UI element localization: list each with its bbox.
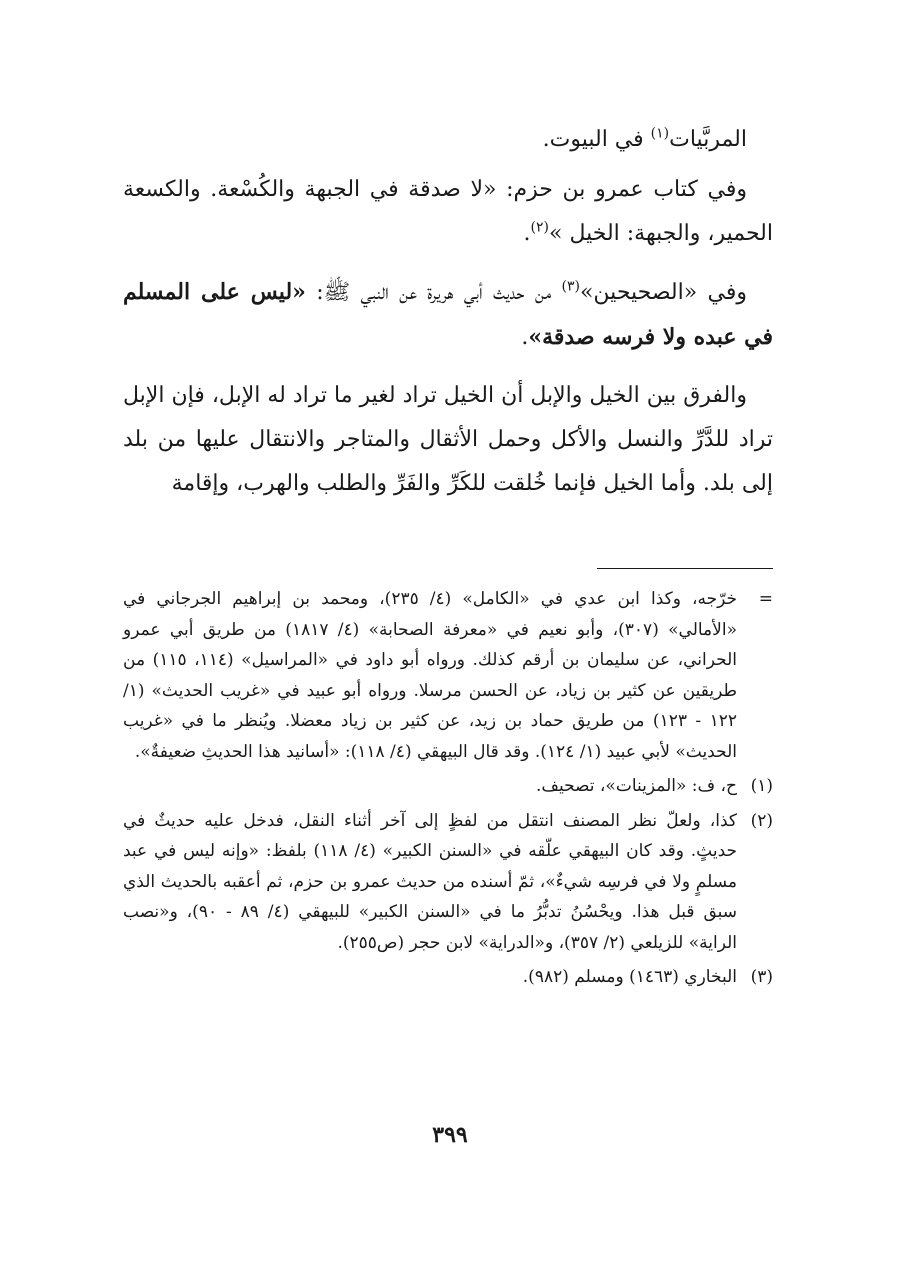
footnote-marker: (٣) [750,967,773,987]
footnote-text: كذا، ولعلّ نظر المصنف انتقل من لفظٍ إلى آخر أثناء النقل، فدخل عليه حديثٌ في حديثٍ. وقد كان البيهقي علّقه في «السنن الكبير» (٤/ ١١٨) بلفظ: «وإنه ليس في عبد مسلمٍ ولا في فرسِه شيءٌ»، ثمّ أسنده من حديث عمرو بن حزم، ثم أعقبه بالحديث الذي سبق قبل هذا. ويحْسُنُ تدبُّرُ ما في «السنن الكبير» للبيهقي (٤/ ٨٩ - ٩٠)، و«نصب الراية» للزيلعي (٢/ ٣٥٧)، و«الدراية» لابن حجر (ص٢٥٥). [123,810,737,953]
paragraph: والفرق بين الخيل والإبل أن الخيل تراد لغير ما تراد له الإبل، فإن الإبل تراد للدَّرِّ والنسل والأكل وحمل الأثقال والمتاجر والانتقال عليها من بلد إلى بلد. وأما الخيل فإنما خُلقت للكَرِّ والفَرِّ والطلب والهرب، وإقامة [123,383,773,496]
footnotes [123,584,773,993]
footnote-continuation [123,584,773,767]
footnote-marker: (١) [750,776,773,796]
paragraph: وفي «الصحيحين»$^{(٣)}$ من حديث أبي هريرة عن النبي ﷺ: «ليس على المسلم في عبده ولا فرسه صدقة». [123,278,773,350]
main-text [123,118,773,506]
footnote-reference[interactable]: (١) [650,125,670,142]
page-number: ٣٩٩ [432,1122,468,1148]
hadith-quote: «ليس على المسلم في عبده ولا فرسه صدقة» [123,279,773,350]
paragraph: وفي كتاب عمرو بن حزم: «لا صدقة في الجبهة والكُسْعة. والكسعة الحمير، والجبهة: الخيل »$^{(٢)}$. [123,177,773,246]
footnote [123,962,773,993]
footnote-text: ح، ف: «المزينات»، تصحيف. [535,776,737,796]
footnote-separator [597,568,773,569]
footnote-marker: (٢) [750,810,773,831]
footnote-reference[interactable]: (٣) [561,278,580,295]
footnote [123,806,773,959]
footnote-text: البخاري (١٤٦٣) ومسلم (٩٨٢). [522,967,737,987]
footnote-text: خرّجه، وكذا ابن عدي في «الكامل» (٤/ ٢٣٥)، ومحمد بن إبراهيم الجرجاني في «الأمالي» (٣٠٧)، وأبو نعيم في «معرفة الصحابة» (٤/ ١٨١٧) من طريق أبي عمرو الحراني، عن سليمان بن أرقم كذلك. ورواه أبو داود في «المراسيل» (١١٤، ١١٥) من طريقين عن كثير بن زياد، عن الحسن مرسلا. ورواه أبو عبيد في «غريب الحديث» (١/ ١٢٢ - ١٢٣) من طريق حماد بن زيد، عن كثير بن زياد معضلا. ويُنظر ما في «غريب الحديث» لأبي عبيد (١/ ١٢٤). وقد قال البيهقي (٤/ ١١٨): «أسانيد هذا الحديثِ ضعيفةٌ». [123,589,738,762]
footnote [123,771,773,802]
paragraph: المربَّيات$^{(١)}$ في البيوت. [542,125,747,152]
footnote-marker: = [758,589,773,609]
footnote-reference[interactable]: (٢) [530,219,549,236]
